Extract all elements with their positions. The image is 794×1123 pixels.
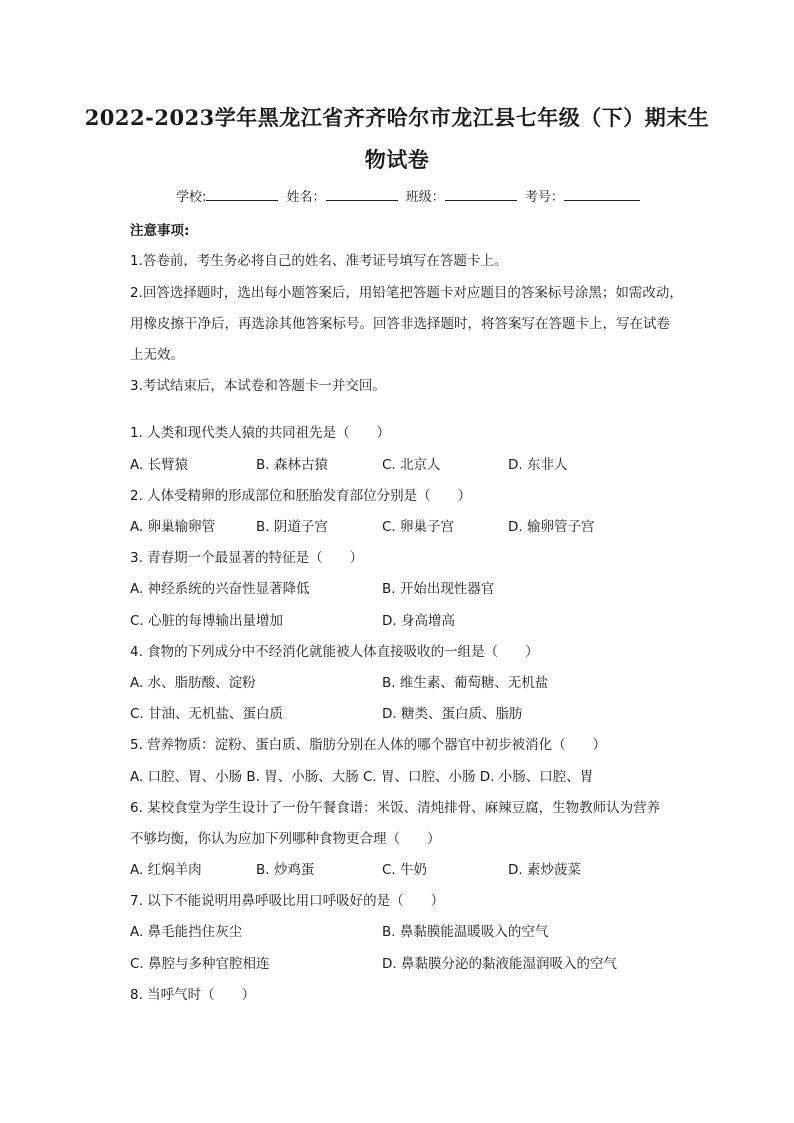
option-d: D. 东非人 — [508, 457, 568, 473]
question-stem: 3. 青春期一个最显著的特征是（ ） — [130, 550, 364, 566]
exam-number-blank — [564, 188, 640, 201]
question-stem: 1. 人类和现代类人猿的共同祖先是（ ） — [130, 425, 391, 441]
option-c: C. 卵巢子宫 — [382, 519, 455, 535]
student-info-row — [176, 186, 644, 205]
option-c: C. 牛奶 — [382, 862, 428, 878]
question-stem: 6. 某校食堂为学生设计了一份午餐食谱：米饭、清炖排骨、麻辣豆腐，生物教师认为营养 — [130, 800, 661, 816]
exam-number-label: 考号： — [524, 190, 564, 205]
option-d: D. 糖类、蛋白质、脂肪 — [382, 706, 523, 722]
question-stem-continued: 不够均衡，你认为应加下列哪种食物更合理（ ） — [130, 831, 441, 847]
option-a: A. 卵巢输卵管 — [130, 519, 216, 535]
option-a: A. 红焖羊肉 — [130, 862, 202, 878]
notice-item: 3.考试结束后，本试卷和答题卡一并交回。 — [130, 378, 386, 394]
option-d: D. 输卵管子宫 — [508, 519, 595, 535]
option-a: A. 水、脂肪酸、淀粉 — [130, 675, 256, 691]
name-label: 姓名： — [286, 190, 326, 205]
notice-item: 用橡皮擦干净后，再选涂其他答案标号。回答非选择题时，将答案写在答题卡上，写在试卷 — [130, 316, 670, 332]
option-c: C. 心脏的每博输出量增加 — [130, 613, 284, 629]
option-b: B. 森林古猿 — [256, 457, 328, 473]
class-label: 班级： — [405, 190, 445, 205]
option-a: A. 鼻毛能挡住灰尘 — [130, 924, 243, 940]
option-d: D. 素炒菠菜 — [508, 862, 581, 878]
option-b: B. 阴道子宫 — [256, 519, 328, 535]
option-c: C. 北京人 — [382, 457, 441, 473]
notice-item: 2.回答选择题时，选出每小题答案后，用铅笔把答题卡对应题目的答案标号涂黑；如需改动， — [130, 285, 683, 301]
question-stem: 5. 营养物质：淀粉、蛋白质、脂肪分别在人体的哪个器官中初步被消化（ ） — [130, 737, 607, 753]
option-d: D. 鼻黏膜分泌的黏液能湿润吸入的空气 — [382, 956, 617, 972]
school-label: 学校: — [176, 190, 207, 205]
option-b: B. 鼻黏膜能温暖吸入的空气 — [382, 924, 549, 940]
option-b: B. 炒鸡蛋 — [256, 862, 315, 878]
school-blank — [206, 188, 278, 201]
option-a: A. 神经系统的兴奋性显著降低 — [130, 581, 310, 597]
exam-title-line2: 物试卷 — [364, 147, 430, 172]
notice-heading: 注意事项: — [130, 223, 190, 239]
question-stem: 2. 人体受精卵的形成部位和胚胎发育部位分别是（ ） — [130, 488, 472, 504]
option-b: B. 开始出现性器官 — [382, 581, 495, 597]
options-row: A. 口腔、胃、小肠 B. 胃、小肠、大肠 C. 胃、口腔、小肠 D. 小肠、口腔、胃 — [130, 769, 594, 785]
class-blank — [445, 188, 517, 201]
question-stem: 8. 当呼气时（ ） — [130, 987, 256, 1003]
question-stem: 7. 以下不能说明用鼻呼吸比用口呼吸好的是（ ） — [130, 893, 445, 909]
exam-title-line1: 2022-2023学年黑龙江省齐齐哈尔市龙江县七年级（下）期末生 — [84, 105, 710, 130]
notice-item: 1.答卷前，考生务必将自己的姓名、准考证号填写在答题卡上。 — [130, 253, 508, 269]
option-d: D. 身高增高 — [382, 613, 455, 629]
option-a: A. 长臂猿 — [130, 457, 189, 473]
option-c: C. 甘油、无机盐、蛋白质 — [130, 706, 284, 722]
option-c: C. 鼻腔与多种官腔相连 — [130, 956, 270, 972]
question-stem: 4. 食物的下列成分中不经消化就能被人体直接吸收的一组是（ ） — [130, 644, 539, 660]
option-b: B. 维生素、葡萄糖、无机盐 — [382, 675, 549, 691]
name-blank — [326, 188, 398, 201]
notice-item: 上无效。 — [130, 347, 184, 363]
